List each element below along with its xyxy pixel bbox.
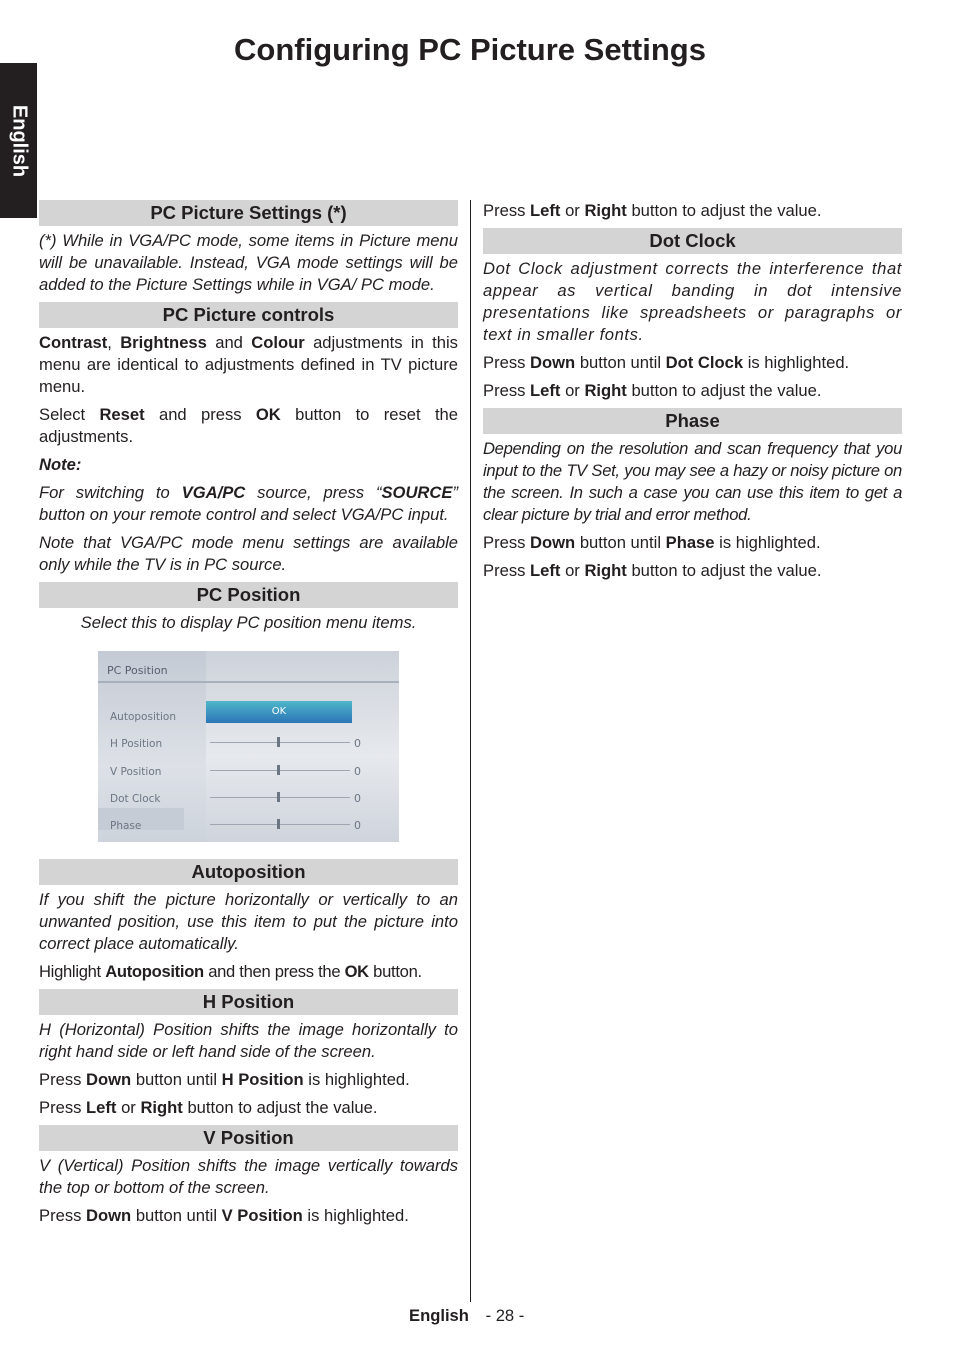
term: H Position xyxy=(221,1070,304,1089)
pc-position-menu-screenshot xyxy=(98,651,399,842)
osd-value: 0 xyxy=(354,765,361,778)
section-header-dot-clock: Dot Clock xyxy=(483,228,902,254)
osd-divider xyxy=(98,681,399,683)
osd-slider-knob xyxy=(277,737,280,747)
term: Colour xyxy=(251,333,305,352)
right-column xyxy=(483,200,902,588)
paragraph: Press Left or Right button to adjust the value. xyxy=(483,381,822,400)
section-header-pc-position: PC Position xyxy=(39,582,458,608)
term: Phase xyxy=(665,533,715,552)
term: Brightness xyxy=(120,333,207,352)
paragraph: Press Left or Right button to adjust the value. xyxy=(39,1098,378,1117)
paragraph: If you shift the picture horizontally or vertically to an unwanted position, use this item to put the picture into correct place automatically. xyxy=(39,890,458,953)
paragraph: Press Left or Right button to adjust the value. xyxy=(483,201,822,220)
term: Autoposition xyxy=(105,962,204,981)
term: Down xyxy=(86,1206,132,1225)
osd-slider xyxy=(210,770,350,771)
paragraph: Dot Clock adjustment corrects the interference that appear as vertical banding in dot intensive presentations like spreadsheets or paragraphs or text in smaller fonts. xyxy=(483,259,902,344)
paragraph: Press Down button until Phase is highlighted. xyxy=(483,533,821,552)
section-header-h-position: H Position xyxy=(39,989,458,1015)
term: OK xyxy=(344,962,369,981)
term: Left xyxy=(86,1098,117,1117)
term: Left xyxy=(530,381,561,400)
section-header-phase: Phase xyxy=(483,408,902,434)
osd-ok-button: OK xyxy=(206,701,352,723)
footer-language: English xyxy=(409,1306,469,1325)
term: Right xyxy=(140,1098,183,1117)
term: Left xyxy=(530,201,561,220)
column-divider xyxy=(470,200,471,1302)
osd-title: PC Position xyxy=(107,664,168,677)
term: Left xyxy=(530,561,561,580)
paragraph: Highlight Autoposition and then press the OK button. xyxy=(39,962,422,981)
section-header-pc-picture-controls: PC Picture controls xyxy=(39,302,458,328)
osd-slider-knob xyxy=(277,765,280,775)
term: Right xyxy=(584,381,627,400)
osd-slider-knob xyxy=(277,792,280,802)
page-footer xyxy=(409,1306,524,1326)
paragraph: Press Down button until Dot Clock is highlighted. xyxy=(483,353,850,372)
paragraph: Select Reset and press OK button to reset the adjustments. xyxy=(39,405,459,446)
osd-value: 0 xyxy=(354,737,361,750)
term: OK xyxy=(255,405,281,424)
paragraph: Press Down button until H Position is highlighted. xyxy=(39,1070,410,1089)
paragraph: H (Horizontal) Position shifts the image horizontally to right hand side or left hand side of the screen. xyxy=(39,1020,458,1061)
page-number: - 28 - xyxy=(485,1306,525,1325)
section-header-v-position: V Position xyxy=(39,1125,458,1151)
paragraph: Press Left or Right button to adjust the value. xyxy=(483,561,822,580)
term: Contrast xyxy=(39,333,108,352)
section-header-autoposition: Autoposition xyxy=(39,859,458,885)
note-label: Note: xyxy=(39,455,82,474)
osd-item-dot-clock: Dot Clock xyxy=(110,793,161,805)
osd-slider-knob xyxy=(277,819,280,829)
paragraph: Contrast, Brightness and Colour adjustments in this menu are identical to adjustments defined in TV picture menu. xyxy=(39,333,458,396)
paragraph: Depending on the resolution and scan frequency that you input to the TV Set, you may see a hazy or noisy picture on the screen. In such a case you can use this item to get a clear picture by trial and error method. xyxy=(483,439,902,524)
term: Down xyxy=(530,353,576,372)
term: VGA/PC xyxy=(181,483,246,502)
page-title: Configuring PC Picture Settings xyxy=(234,32,706,67)
osd-item-autoposition: Autoposition xyxy=(110,711,176,723)
term: Down xyxy=(530,533,576,552)
osd-value: 0 xyxy=(354,819,361,832)
language-side-tab-label: English xyxy=(8,104,30,178)
section-header-pc-picture-settings: PC Picture Settings (*) xyxy=(39,200,458,226)
osd-slider xyxy=(210,742,350,743)
term: Reset xyxy=(99,405,145,424)
term: Right xyxy=(584,561,627,580)
left-column xyxy=(39,200,458,1233)
term: Dot Clock xyxy=(665,353,744,372)
paragraph: Note that VGA/PC mode menu settings are available only while the TV is in PC source. xyxy=(39,533,458,574)
paragraph: Select this to display PC position menu items. xyxy=(80,613,417,632)
paragraph: (*) While in VGA/PC mode, some items in Picture menu will be unavailable. Instead, VGA mode settings will be added to the Picture Settings while in VGA/ PC mode. xyxy=(39,231,458,294)
osd-item-phase: Phase xyxy=(110,820,142,832)
term: V Position xyxy=(221,1206,303,1225)
term: SOURCE xyxy=(381,483,453,502)
paragraph: For switching to VGA/PC source, press “SOURCE” button on your remote control and select VGA/PC input. xyxy=(39,483,458,524)
term: Right xyxy=(584,201,627,220)
osd-item-h-position: H Position xyxy=(110,738,163,750)
osd-item-v-position: V Position xyxy=(110,766,162,778)
osd-slider xyxy=(210,824,350,825)
paragraph: V (Vertical) Position shifts the image vertically towards the top or bottom of the screen. xyxy=(39,1156,458,1197)
paragraph: Press Down button until V Position is highlighted. xyxy=(39,1206,409,1225)
language-side-tab xyxy=(0,63,37,218)
osd-value: 0 xyxy=(354,792,361,805)
osd-slider xyxy=(210,797,350,798)
term: Down xyxy=(86,1070,132,1089)
